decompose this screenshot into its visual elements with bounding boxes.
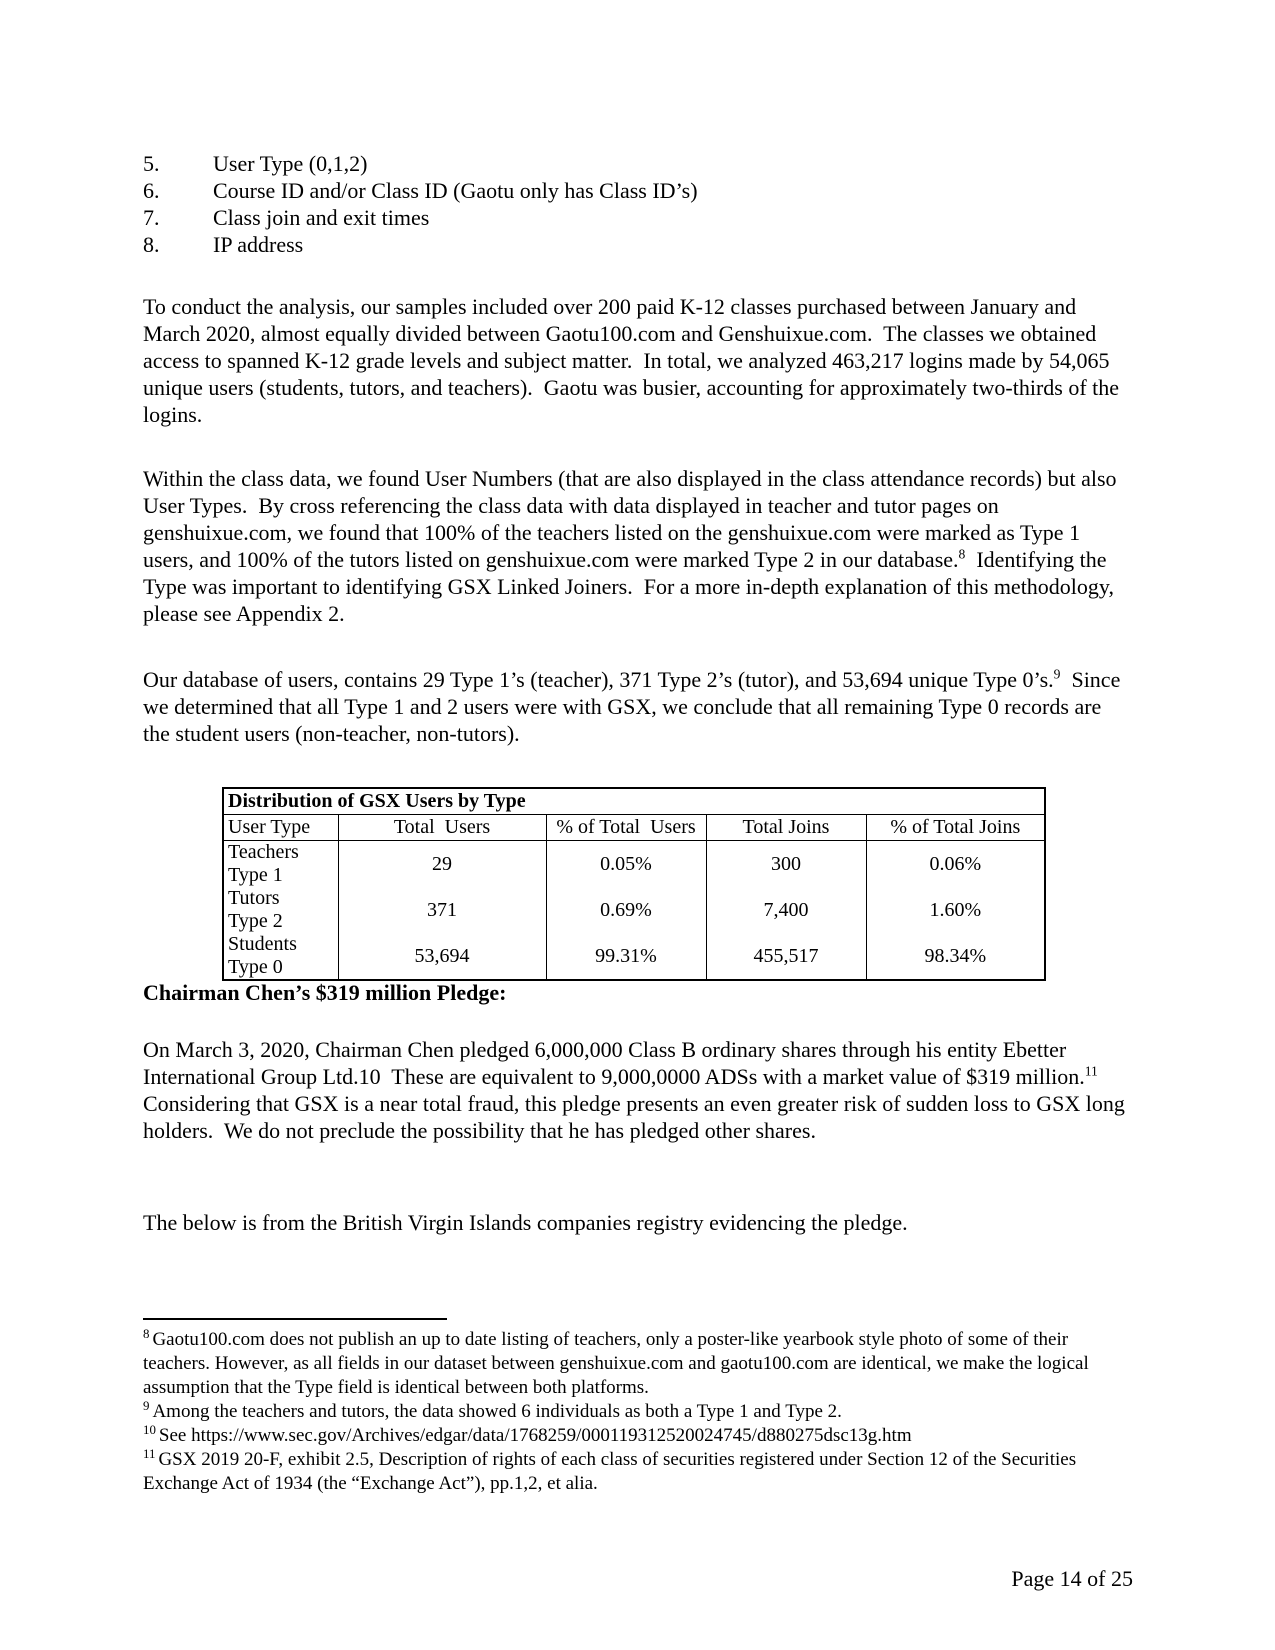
user-type-label: Students	[228, 933, 297, 955]
footnote-text: GSX 2019 20-F, exhibit 2.5, Description of rights of each class of securities registered under Section 12 of the Securities Exchange Act of 1934 (the “Exchange Act”), pp.1,2, et alia.	[143, 1449, 1081, 1494]
list-item-number: 8.	[143, 232, 160, 257]
cell-pct-users: 0.69%	[546, 887, 706, 933]
gsx-users-distribution-table	[222, 787, 1046, 981]
user-type-label: Teachers	[228, 841, 299, 863]
paragraph-bvi-registry: The below is from the British Virgin Islands companies registry evidencing the pledge.	[143, 1210, 908, 1235]
user-type-code: Type 1	[228, 864, 283, 886]
cell-pct-users: 99.31%	[546, 933, 706, 980]
list-item	[143, 177, 1133, 204]
footnote-number: 8	[143, 1325, 150, 1341]
table-row	[223, 933, 1045, 980]
section-heading-pledge: Chairman Chen’s $319 million Pledge:	[143, 980, 507, 1005]
footnote-8	[143, 1325, 1133, 1400]
paragraph-pledge-details	[143, 1036, 1133, 1144]
cell-user-type	[223, 887, 338, 933]
footnote-text: Gaotu100.com does not publish an up to date listing of teachers, only a poster-like yearbook style photo of some of their teachers. However, as all fields in our dataset between genshuixue.com and gaotu100.com are identical, we make the logical assumption that the Type field is identical between both platforms.	[143, 1329, 1094, 1398]
cell-total-users: 371	[338, 887, 546, 933]
list-item	[143, 231, 1133, 258]
paragraph-text: Identifying the Type was important to identifying GSX Linked Joiners. For a more in-depth explanation of this methodology, please see Appendix 2.	[143, 547, 1120, 626]
paragraph-text: Our database of users, contains 29 Type 1’s (teacher), 371 Type 2’s (tutor), and 53,694 unique Type 0’s.	[143, 667, 1054, 692]
page-number: Page 14 of 25	[1011, 1566, 1133, 1591]
column-header-total-users: Total Users	[338, 815, 546, 841]
footnote-number: 9	[143, 1397, 150, 1413]
footnote-ref-9: 9	[1053, 666, 1061, 682]
footnote-10	[143, 1421, 1133, 1448]
column-header-pct-total-joins: % of Total Joins	[866, 815, 1045, 841]
paragraph-analysis-samples: To conduct the analysis, our samples included over 200 paid K-12 classes purchased between January and March 2020, almost equally divided between Gaotu100.com and Genshuixue.com. The classes we obtained access to spanned K-12 grade levels and subject matter. In total, we analyzed 463,217 logins made by 54,065 unique users (students, tutors, and teachers). Gaotu was busier, accounting for approximately two-thirds of the logins.	[143, 294, 1125, 427]
cell-total-joins: 7,400	[706, 887, 866, 933]
footnotes-section	[143, 1325, 1133, 1496]
column-header-total-joins: Total Joins	[706, 815, 866, 841]
paragraph-text: On March 3, 2020, Chairman Chen pledged 6,000,000 Class B ordinary shares through his entity Ebetter International Group Ltd.10 These are equivalent to 9,000,0000 ADSs with a market value of $319 million.	[143, 1037, 1085, 1089]
cell-pct-users: 0.05%	[546, 841, 706, 888]
list-item-text: User Type (0,1,2)	[213, 151, 368, 176]
list-item-number: 5.	[143, 151, 160, 176]
list-item-number: 7.	[143, 205, 160, 230]
list-item	[143, 204, 1133, 231]
list-item	[143, 150, 1133, 177]
list-item-number: 6.	[143, 178, 160, 203]
footnote-number: 10	[143, 1421, 156, 1437]
footnote-9	[143, 1397, 1133, 1424]
list-item-text: IP address	[213, 232, 304, 257]
column-header-pct-total-users: % of Total Users	[546, 815, 706, 841]
paragraph-database-counts	[143, 666, 1133, 747]
cell-total-users: 29	[338, 841, 546, 888]
cell-user-type	[223, 933, 338, 980]
footnote-number: 11	[143, 1445, 156, 1461]
table-row	[223, 887, 1045, 933]
table-row	[223, 841, 1045, 888]
numbered-list	[143, 150, 1133, 258]
footnote-separator-rule	[143, 1318, 447, 1320]
paragraph-text: Considering that GSX is a near total fraud, this pledge presents an even greater risk of sudden loss to GSX long holders. We do not preclude the possibility that he has pledged other shares.	[143, 1064, 1131, 1143]
cell-total-users: 53,694	[338, 933, 546, 980]
cell-pct-joins: 0.06%	[866, 841, 1045, 888]
paragraph-user-types	[143, 465, 1133, 627]
footnote-text: See https://www.sec.gov/Archives/edgar/data/1768259/000119312520024745/d880275dsc13g.htm	[158, 1425, 912, 1446]
table-title: Distribution of GSX Users by Type	[223, 788, 1045, 815]
cell-total-joins: 455,517	[706, 933, 866, 980]
footnote-text: Among the teachers and tutors, the data showed 6 individuals as both a Type 1 and Type 2.	[152, 1401, 842, 1422]
paragraph-text: Since we determined that all Type 1 and 2 users were with GSX, we conclude that all remaining Type 0 records are the student users (non-teacher, non-tutors).	[143, 667, 1126, 746]
list-item-text: Class join and exit times	[213, 205, 430, 230]
list-item-text: Course ID and/or Class ID (Gaotu only has Class ID’s)	[213, 178, 698, 203]
cell-pct-joins: 98.34%	[866, 933, 1045, 980]
footnote-ref-8: 8	[958, 546, 966, 562]
cell-total-joins: 300	[706, 841, 866, 888]
footnote-ref-11: 11	[1084, 1063, 1098, 1079]
table-header-row	[223, 815, 1045, 841]
column-header-user-type: User Type	[223, 815, 338, 841]
user-type-code: Type 0	[228, 956, 283, 978]
user-type-label: Tutors	[228, 887, 280, 909]
cell-user-type	[223, 841, 338, 888]
table-title-row	[223, 788, 1045, 815]
footnote-11	[143, 1445, 1133, 1496]
paragraph-text: Within the class data, we found User Numbers (that are also displayed in the class attendance records) but also User Types. By cross referencing the class data with data displayed in teacher and tutor pages on genshuixue.com, we found that 100% of the teachers listed on the genshuixue.com were marked as Type 1 users, and 100% of the tutors listed on genshuixue.com were marked Type 2 in our database.	[143, 466, 1123, 572]
cell-pct-joins: 1.60%	[866, 887, 1045, 933]
user-type-code: Type 2	[228, 910, 283, 932]
